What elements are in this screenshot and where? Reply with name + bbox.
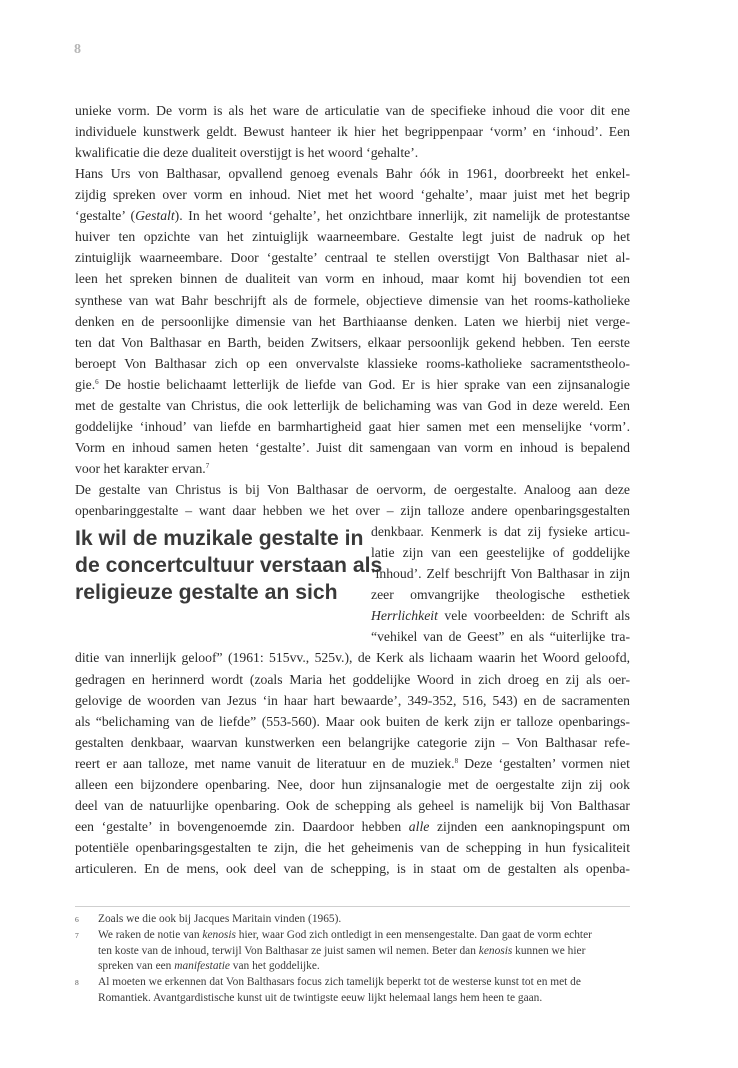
body-line: synthese van wat Bahr beschrijft als de formele, objectieve dimensie van het rooms-katholieke [75,293,630,308]
body-line: Vorm en inhoud samen heten ‘gestalte’. Juist dit samengaan van vorm en inhoud is bepalend [75,440,630,455]
body-line: zeer omvangrijke theologische esthetiek [371,587,630,602]
footnote-number: 8 [75,978,79,987]
text-run: kunnen we hier [512,944,586,957]
italic-term: manifestatie [174,960,230,972]
text-run: hier, waar God zich ontledigt in een mensengestalte. Dan gaat de vorm echter [235,929,592,941]
footnote-line [98,959,630,975]
body-line: gedragen en herinnerd wordt (zoals Maria het goddelijke Woord in zich droeg en zij als oer- [75,672,630,687]
pull-quote [75,525,383,606]
italic-term: Gestalt [135,208,175,223]
footnote-ref[interactable]: 8 [454,757,459,765]
body-line [75,458,630,479]
italic-term: kenosis [202,929,236,941]
body-line [371,605,630,626]
text-run: Deze ‘gestalten’ vormen niet [458,756,630,771]
page-number: 8 [74,42,81,57]
body-line: ditie van innerlijk geloof” (1961: 515vv., 525v.), de Kerk als lichaam waarin het Woord geloofd, [75,650,630,665]
text-run: zijnden een aanknopingspunt om [436,819,631,834]
body-line: kwalificatie die deze dualiteit overstijgt is het woord ‘gehalte’. [75,145,419,160]
footnote-number: 6 [75,915,79,924]
body-line [75,205,630,226]
body-line: gestalten denkbaar, waarvan kunstwerken een belangrijke categorie zijn – Von Balthasar refe- [75,735,630,750]
body-line [75,753,630,774]
italic-term: kenosis [478,944,513,957]
text-run: ‘gestalte’ ( [75,208,136,223]
body-line [75,816,630,837]
body-line: met de gestalte van Christus, die ook letterlijk de belichaming was van God in deze wereld. Een [75,398,630,413]
body-line: denken en de persoonlijke dimensie van het Barthiaanse denken. Laten we hierbij niet verge- [75,314,630,329]
footnote-line: Romantiek. Avantgardistische kunst uit de twintigste eeuw lijkt helemaal langs hem heen te gaan. [98,991,543,1004]
body-line: openbaringgestalte – want daar hebben we het over – zijn talloze andere openbaringsgestalten [75,503,630,518]
body-line: potentiële openbaringsgestalten te zijn, die het geheimenis van de schepping in hun fysicaliteit [75,840,630,855]
body-line [75,374,630,395]
footnote-divider [75,906,630,907]
body-line: deel van de natuurlijke openbaring. Ook de schepping als geheel is namelijk bij Von Balthasar [75,798,630,813]
italic-term: Herrlichkeit [371,608,438,623]
footnote-line [98,944,630,960]
text-run: van het goddelijke. [229,960,320,972]
footnote-text: Zoals we die ook bij Jacques Maritain vinden (1965). [98,913,342,925]
body-line: goddelijke ‘inhoud’ van liefde en barmhartigheid gaat hier samen met een menselijke ‘vorm’. [75,419,630,434]
text-run: voor het karakter ervan. [75,461,206,476]
footnote-ref[interactable]: 6 [95,378,99,386]
footnote-line: Al moeten we erkennen dat Von Balthasars focus zich tamelijk beperkt tot de westerse kunst tot en met de [98,976,581,988]
body-line: De gestalte van Christus is bij Von Balthasar de oervorm, de oergestalte. Analoog aan deze [75,482,630,497]
text-run: een ‘gestalte’ in bovengenoemde zin. Daardoor hebben [75,819,402,834]
body-line: “vehikel van de Geest” en als “uiterlijke tra- [371,629,630,644]
footnote-line [98,928,630,944]
body-line: Hans Urs von Balthasar, opvallend genoeg evenals Bahr óók in 1961, doorbreekt het enkel- [75,166,630,181]
footnote-number: 7 [75,931,79,940]
body-line: zintuiglijk waarneembare. Door ‘gestalte’ centraal te stellen overstijgt Von Balthasar niet al- [75,250,630,265]
body-line: als “belichaming van de liefde” (553-560). Maar ook buiten de kerk zijn er talloze openbarings- [75,714,630,729]
body-line: alleen een bijzondere openbaring. Nee, door hun zijnsanalogie met de oergestalte zijn zij ook [75,777,630,792]
text-run: ten koste van de inhoud, terwijl Von Balthasar ze juist samen wil nemen. Beter dan [98,944,479,957]
text-run: spreken van een [98,960,175,972]
body-line: individuele kunstwerk geldt. Bewust hanteer ik hier het begrippenpaar ‘vorm’ en ‘inhoud’. Een [75,124,630,139]
body-line: zijdig spreken over vorm en inhoud. Niet met het woord ‘gehalte’, maar juist met het begrip [75,187,630,202]
pull-quote-line: Ik wil de muzikale gestalte in [75,527,364,550]
text-run: reert er aan talloze, met name vanuit de literatuur en de muziek. [75,756,455,771]
body-line: beroept Von Balthasar zich op een onvervalste klassieke rooms-katholieke sacramentstheolo- [75,356,630,371]
body-line: leen het spreken binnen de dualiteit van vorm en inhoud, maar komt hij bovendien tot een [75,271,630,286]
body-line: ten dat Von Balthasar en Barth, beiden Zwitsers, elkaar persoonlijk gekend hebben. Ten eerste [75,335,630,350]
italic-term: alle [408,819,430,834]
body-line: huiver ten opzichte van het zintuiglijk waarneembare. Gestalte legt juist de nadruk op het [75,229,630,244]
text-run: ). In het woord ‘gehalte’, het onzichtbare innerlijk, zit namelijk de protestantse [174,208,630,223]
text-run: gie. [75,377,96,392]
body-line: articuleren. En de mens, ook deel van de schepping, is in staat om de gestalten als openba- [75,861,630,876]
pull-quote-line: religieuze gestalte an sich [75,581,338,604]
text-run: De hostie belichaamt letterlijk de liefde van God. Er is hier sprake van een zijnsanalogie [98,377,630,392]
body-line: latie zijn van een geestelijke of goddelijke [371,545,630,560]
body-line: unieke vorm. De vorm is als het ware de articulatie van de specifieke inhoud die voor dit ene [75,103,630,118]
body-line: denkbaar. Kenmerk is dat zij fysieke articu- [371,524,630,539]
footnote-ref[interactable]: 7 [205,462,210,470]
body-line: gelovige de woorden van Jezus ‘in haar hart bewaarde’, 349-352, 516, 543) en de sacramenten [75,693,630,708]
text-run: We raken de notie van [98,929,203,941]
pull-quote-line: de concertcultuur verstaan als [75,554,383,577]
body-line: ‘inhoud’. Zelf beschrijft Von Balthasar in zijn [371,566,630,581]
text-run: vele voorbeelden: de Schrift als [437,608,630,623]
